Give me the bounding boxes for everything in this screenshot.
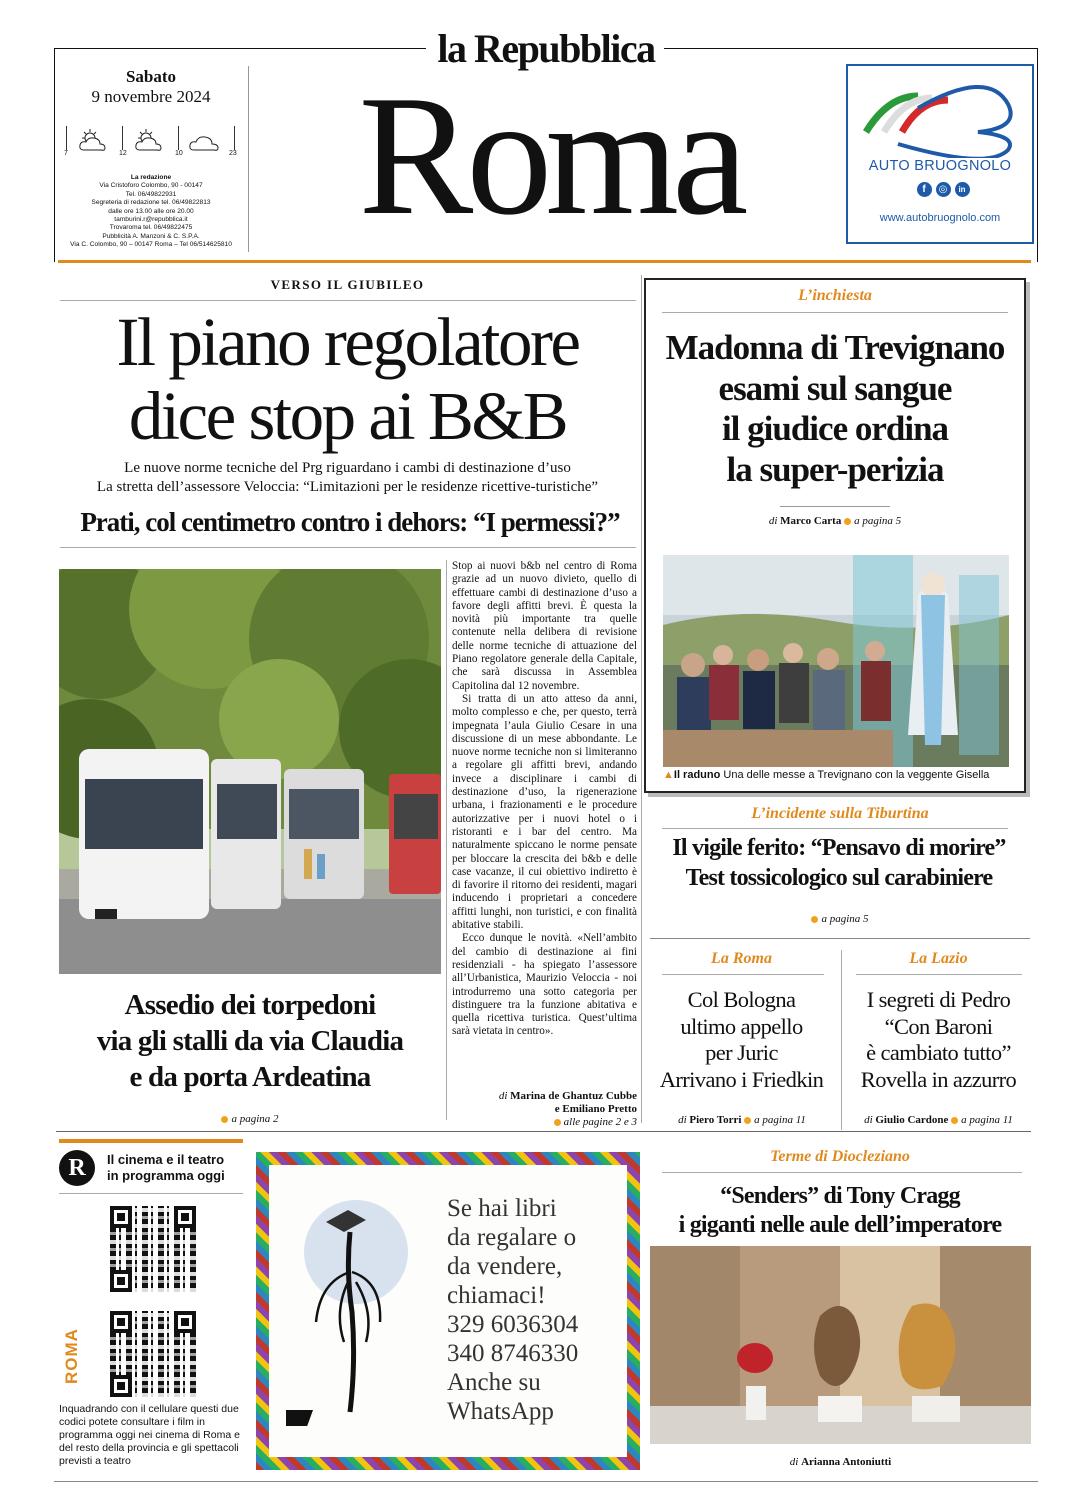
tiburtina-headline[interactable] bbox=[648, 833, 1030, 893]
lazio-page[interactable]: a pagina 11 bbox=[961, 1114, 1013, 1126]
redazione-line: Via C. Colombo, 90 – 00147 Roma – Tel 06/514625810 bbox=[70, 241, 232, 249]
issue-day: Sabato bbox=[125, 67, 177, 86]
ad-auto-bruognolo[interactable] bbox=[846, 64, 1034, 244]
inchiesta-author: Marco Carta bbox=[780, 515, 842, 527]
caption-text: Una delle messe a Trevignano con la veggente Gisella bbox=[723, 769, 990, 781]
trevignano-photo bbox=[663, 555, 1009, 767]
masthead-orange-rule bbox=[58, 260, 1031, 263]
ad-social-icons bbox=[908, 182, 978, 200]
tiburtina-headline-line: Test tossicologico sul carabiniere bbox=[685, 865, 993, 891]
tiburtina-kicker-rule bbox=[662, 828, 1008, 829]
brand-logo: la Repubblica bbox=[437, 26, 655, 71]
cinema-title-line: in programma oggi bbox=[107, 1168, 225, 1183]
bottom-row-rule bbox=[56, 1131, 1031, 1132]
lazio-kicker: La Lazio bbox=[909, 950, 968, 967]
byline-prefix: di bbox=[678, 1114, 687, 1126]
main-body-paragraph: Si tratta di un atto atteso da anni, molto complesso e che, per questo, terrà impegnata l’aula Giulio Cesare in una discussione di un mese abbondante. Le nuove norme tecniche non si limiteranno a regolare gli affitti brevi, andando invece a disciplinare i cambi di destinazione d’uso, la rigenerazione urbana, i frazionamenti e le procedure autorizzative per i nuovi hotel o i ristoranti e i bar del centro. Ma naturalmente spiccano le norme pensate per bloccare la crescita dei b&b e delle case vacanze, il cui obiettivo indiretto è di favorire il ritorno dei residenti, magari inducendo i proprietari a concedere affitti lunghi, non turistici, e con finalità abitative stabili. bbox=[452, 692, 637, 932]
cinema-text: Inquadrando con il cellulare questi due codici potete consultare i film in programma oggi nei cinema di Roma e del resto della provincia e gli spettacoli previsti a teatro bbox=[59, 1403, 240, 1467]
bus-headline-line: via gli stalli da via Claudia bbox=[96, 1025, 404, 1057]
linkedin-icon[interactable]: in bbox=[955, 182, 970, 197]
terme-headline-line: i giganti nelle aule dell’imperatore bbox=[678, 1212, 1002, 1238]
weather-strip bbox=[62, 122, 242, 162]
roma-headline[interactable] bbox=[648, 987, 835, 1093]
redazione-title: La redazione bbox=[130, 174, 172, 181]
second-headline[interactable]: Prati, col centimetro contro i dehors: “I permessi?” bbox=[80, 507, 620, 537]
books-ad-line: Se hai libri bbox=[447, 1195, 557, 1222]
roma-kicker: La Roma bbox=[711, 950, 772, 967]
books-ad-line: da vendere, bbox=[447, 1253, 563, 1280]
inchiesta-kicker: L’inchiesta bbox=[798, 287, 872, 304]
inchiesta-headline-line: il giudice ordina bbox=[721, 409, 949, 448]
edition-title: Roma bbox=[358, 61, 742, 251]
lazio-byline bbox=[846, 1114, 1031, 1126]
terme-byline bbox=[650, 1456, 1031, 1468]
weather-temp: 10 bbox=[175, 150, 183, 157]
cinema-title-line: Il cinema e il teatro bbox=[107, 1152, 225, 1167]
cinema-title bbox=[107, 1152, 247, 1184]
books-ad-phone[interactable]: 340 8746330 bbox=[447, 1340, 579, 1367]
byline-prefix: di bbox=[498, 1090, 508, 1102]
redazione-line: Tel. 06/49822931 bbox=[125, 190, 177, 198]
masthead-divider bbox=[248, 66, 249, 252]
masthead-rule-right bbox=[664, 48, 1038, 49]
terme-headline[interactable] bbox=[648, 1182, 1032, 1240]
sun-cloud-icon bbox=[132, 128, 168, 154]
tiburtina-page: a pagina 5 bbox=[821, 913, 869, 925]
page-bottom-rule bbox=[54, 1481, 1038, 1482]
inchiesta-short-rule bbox=[780, 506, 890, 507]
inchiesta-headline[interactable] bbox=[644, 328, 1026, 490]
redazione-line: Segreteria di redazione tel. 06/49822813 bbox=[91, 199, 211, 207]
terme-author: Arianna Antoniutti bbox=[801, 1456, 892, 1468]
books-ad-line: Anche su bbox=[447, 1369, 541, 1396]
tiburtina-bottom-rule bbox=[650, 938, 1030, 939]
inchiesta-page[interactable]: a pagina 5 bbox=[854, 515, 902, 527]
lazio-author: Giulio Cardone bbox=[875, 1114, 949, 1126]
lazio-headline-line: Rovella in azzurro bbox=[860, 1066, 1017, 1092]
main-headline-line: dice stop ai B&B bbox=[128, 378, 567, 454]
redazione-line: Trovaroma tel. 06/49822475 bbox=[109, 224, 193, 232]
bus-headline-line: e da porta Ardeatina bbox=[129, 1061, 371, 1093]
lazio-headline-line: è cambiato tutto” bbox=[866, 1040, 1011, 1065]
inchiesta-headline-line: esami sul sangue bbox=[718, 368, 952, 408]
books-ad[interactable] bbox=[256, 1152, 640, 1470]
lazio-kicker-rule bbox=[856, 974, 1022, 975]
main-headline-line: Il piano regolatore bbox=[116, 304, 579, 380]
roma-headline-line: per Juric bbox=[705, 1040, 778, 1065]
main-author: Marina de Ghantuz Cubbe bbox=[510, 1090, 637, 1102]
sun-cloud-icon bbox=[76, 128, 112, 154]
books-ad-line: da regalare o bbox=[447, 1224, 577, 1251]
terme-photo bbox=[650, 1246, 1031, 1444]
redazione-line: dalle ore 13.00 alle ore 20.00 bbox=[108, 207, 194, 215]
roma-headline-line: ultimo appello bbox=[680, 1013, 803, 1039]
main-kicker: VERSO IL GIUBILEO bbox=[270, 277, 425, 292]
bus-headline[interactable] bbox=[60, 987, 440, 1095]
tiburtina-page-ref[interactable] bbox=[650, 913, 1030, 925]
main-sub-line: Le nuove norme tecniche del Prg riguardano i cambi di destinazione d’uso bbox=[124, 460, 571, 476]
sport-divider bbox=[841, 950, 842, 1130]
roma-headline-line: Arrivano i Friedkin bbox=[659, 1066, 824, 1092]
bus-headline-line: Assedio dei torpedoni bbox=[124, 989, 376, 1021]
redazione-line: Via Cristoforo Colombo, 90 - 00147 bbox=[99, 182, 203, 190]
facebook-icon[interactable]: f bbox=[917, 182, 932, 197]
main-author: e Emiliano Pretto bbox=[554, 1103, 637, 1115]
redazione-block bbox=[60, 174, 242, 250]
cinema-rule bbox=[59, 1193, 243, 1194]
roma-page[interactable]: a pagina 11 bbox=[754, 1114, 806, 1126]
byline-prefix: di bbox=[864, 1114, 873, 1126]
cloud-icon bbox=[188, 130, 224, 154]
tiburtina-kicker: L’incidente sulla Tiburtina bbox=[751, 805, 929, 822]
books-ad-line: chiamaci! bbox=[447, 1282, 546, 1309]
trevignano-caption bbox=[663, 769, 1009, 781]
lazio-headline-line: “Con Baroni bbox=[884, 1013, 993, 1039]
lazio-headline[interactable] bbox=[846, 987, 1031, 1093]
bus-photo bbox=[59, 569, 441, 974]
main-body-paragraph: Stop ai nuovi b&b nel centro di Roma grazie ad un nuovo divieto, quello di effettuare cambi di destinazione d’uso a favore degli affitti brevi. È questa la novità più importante tra quelle contenute nella delibera di revisione delle norme tecniche di attuazione del Piano regolatore generale della Capitale, che sarà discussa in Assemblea Capitolina dal 12 novembre. bbox=[452, 560, 637, 692]
terme-kicker-rule bbox=[662, 1172, 1022, 1173]
reader-figure-icon bbox=[286, 1182, 426, 1442]
inchiesta-headline-line: la super-perizia bbox=[726, 449, 944, 489]
weather-temp: 23 bbox=[229, 150, 237, 157]
ad-logo-icon bbox=[858, 78, 1024, 158]
main-subheadline bbox=[60, 459, 635, 497]
terme-headline-line: “Senders” di Tony Cragg bbox=[720, 1183, 960, 1209]
second-headline-rule bbox=[60, 547, 636, 548]
weather-temp: 7 bbox=[64, 150, 68, 157]
lazio-headline-line: I segreti di Pedro bbox=[866, 987, 1011, 1012]
frame-right bbox=[1037, 48, 1038, 262]
roma-kicker-rule bbox=[662, 974, 824, 975]
tiburtina-headline-line: Il vigile ferito: “Pensavo di morire” bbox=[672, 835, 1006, 861]
byline-prefix: di bbox=[768, 515, 778, 527]
main-pages[interactable]: alle pagine 2 e 3 bbox=[563, 1116, 637, 1128]
repubblica-r-logo: R bbox=[59, 1150, 95, 1186]
ad-url[interactable]: www.autobruognolo.com bbox=[879, 212, 1001, 224]
main-body-paragraph: Ecco dunque le novità. «Nell’ambito del cambio di destinazione ai fini residenziali - ha spiegato l’assessore all’Urbanistica, Maurizio Veloccia - noi introdurremo una sotto categoria per distinguere tra la funzione abitativa e quella ricettiva turistica. Quest’ultima sarà vietata in centro». bbox=[452, 932, 637, 1038]
main-body bbox=[452, 560, 637, 1039]
main-sub-line: La stretta dell’assessore Veloccia: “Limitazioni per le residenze ricettive-turistiche” bbox=[96, 479, 599, 495]
inchiesta-headline-line: Madonna di Trevignano bbox=[665, 328, 1005, 367]
qr-code-cinema[interactable] bbox=[110, 1206, 196, 1292]
frame-left bbox=[54, 48, 55, 262]
books-ad-line: WhatsApp bbox=[447, 1398, 554, 1425]
caption-triangle-icon: ▲ bbox=[663, 769, 674, 781]
books-ad-phone[interactable]: 329 6036304 bbox=[447, 1311, 579, 1338]
redazione-line: Pubblicità A. Manzoni & C. S.P.A. bbox=[102, 232, 200, 240]
caption-label: Il raduno bbox=[673, 769, 721, 781]
center-column-rule bbox=[641, 275, 642, 1123]
cinema-orange-rule bbox=[59, 1139, 243, 1143]
roma-side-label: ROMA bbox=[62, 1328, 81, 1384]
inchiesta-kicker-rule bbox=[662, 312, 1008, 313]
main-byline bbox=[452, 1090, 637, 1129]
roma-author: Piero Torri bbox=[689, 1114, 742, 1126]
instagram-icon[interactable]: ◎ bbox=[936, 182, 951, 197]
byline-prefix: di bbox=[789, 1456, 799, 1468]
terme-kicker: Terme di Diocleziano bbox=[770, 1148, 910, 1165]
bus-page-text: a pagina 2 bbox=[231, 1113, 279, 1125]
main-headline[interactable] bbox=[60, 305, 635, 453]
bus-page-ref[interactable] bbox=[60, 1113, 440, 1125]
terme-illustration bbox=[650, 1246, 1031, 1444]
issue-date: 9 novembre 2024 bbox=[91, 87, 211, 106]
inchiesta-byline bbox=[644, 515, 1026, 527]
weather-temp: 12 bbox=[119, 150, 127, 157]
redazione-line: tamburini.r@repubblica.it bbox=[114, 216, 188, 224]
bus-photo-illustration bbox=[59, 569, 441, 974]
body-column-rule bbox=[446, 560, 447, 1120]
roma-headline-line: Col Bologna bbox=[687, 987, 796, 1012]
ad-brand: AUTO BRUOGNOLO bbox=[868, 158, 1012, 174]
trevignano-illustration bbox=[663, 555, 1009, 767]
qr-code-theatre[interactable] bbox=[110, 1311, 196, 1397]
roma-byline bbox=[650, 1114, 834, 1126]
books-ad-text bbox=[447, 1194, 627, 1426]
main-kicker-rule bbox=[60, 300, 636, 301]
masthead-rule-left bbox=[54, 48, 426, 49]
